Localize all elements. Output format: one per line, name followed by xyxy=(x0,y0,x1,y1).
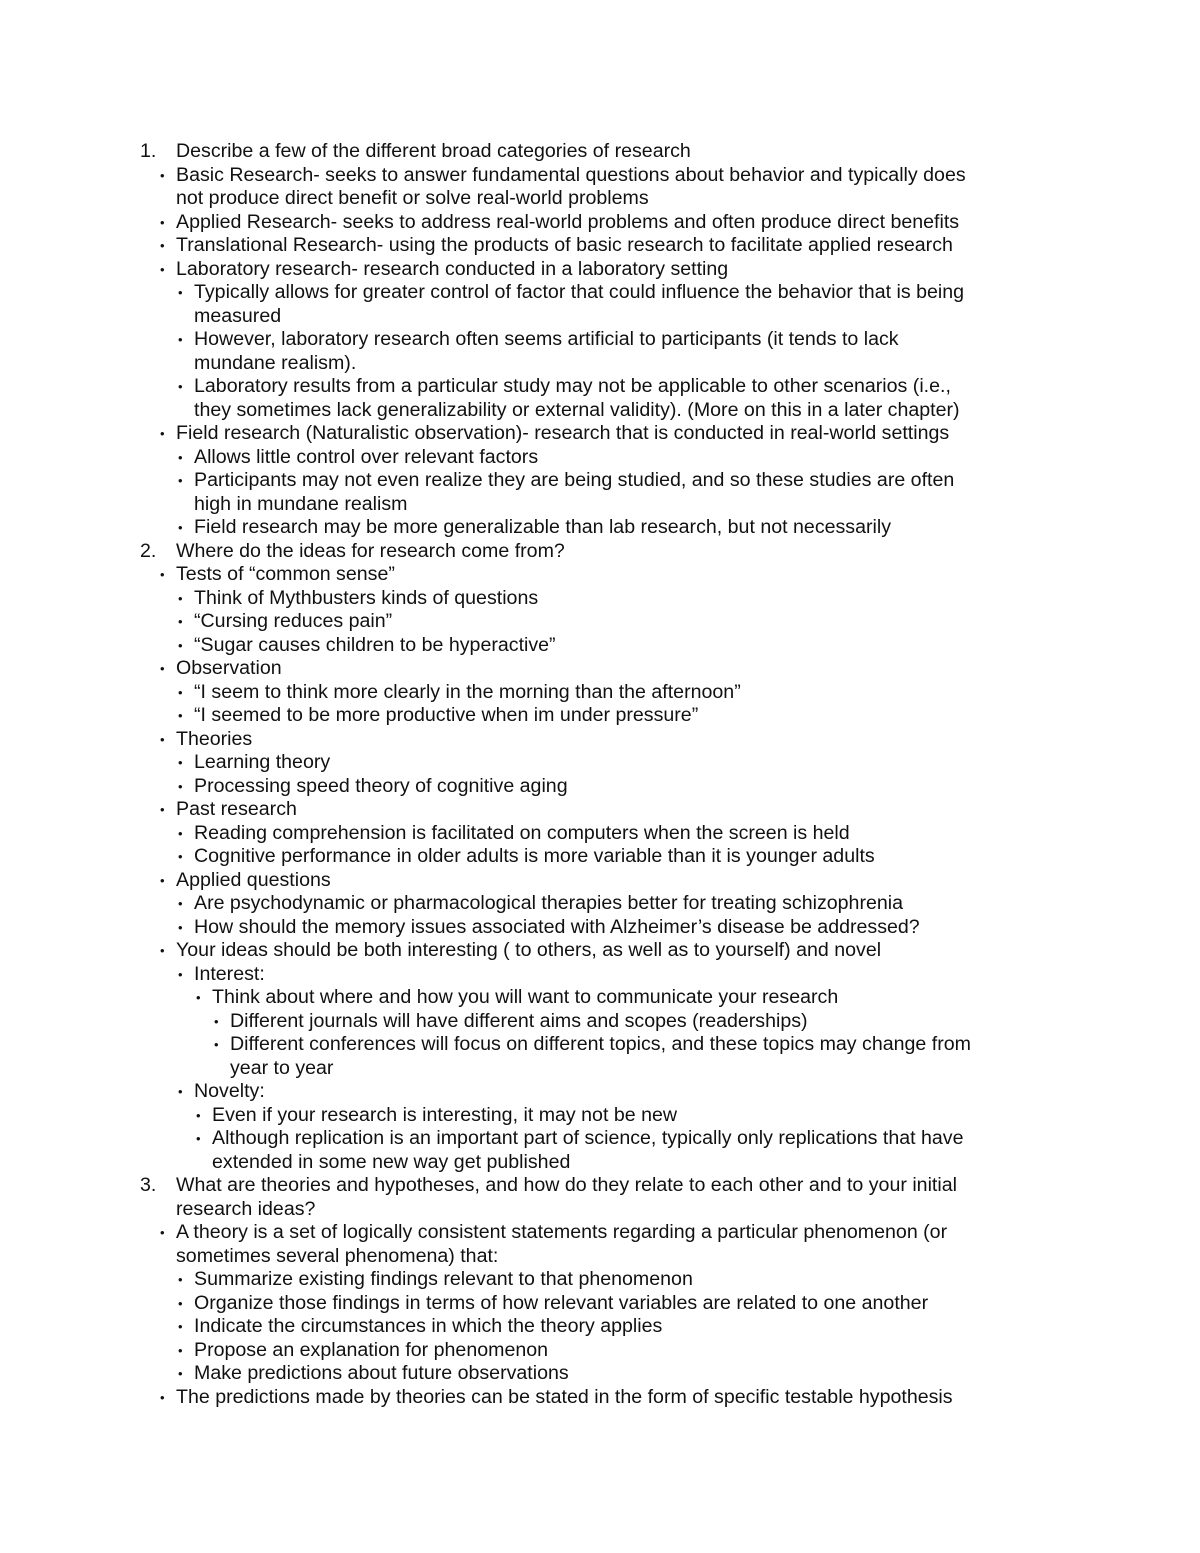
item-text-line: Tests of “common sense” xyxy=(176,563,395,585)
item-text-line: Applied questions xyxy=(176,868,331,891)
item-text-line: they sometimes lack generalizability or external validity). (More on this in a later chapter) xyxy=(194,398,960,421)
bullet-item-level-2 xyxy=(0,516,1200,540)
item-text-line: Laboratory research- research conducted in a laboratory setting xyxy=(176,257,729,280)
item-text-line: Propose an explanation for phenomenon xyxy=(194,1338,549,1361)
item-text-line: Summarize existing findings relevant to that phenomenon xyxy=(194,1268,693,1290)
item-text-line: “Cursing reduces pain” xyxy=(194,610,393,632)
bullet-icon: • xyxy=(196,1131,201,1146)
bullet-item-level-2 xyxy=(0,1268,1200,1292)
item-number: 3. xyxy=(140,1174,157,1196)
bullet-item-level-1 xyxy=(0,657,1200,681)
item-text-line: Different journals will have different aims and scopes (readerships) xyxy=(230,1009,808,1032)
item-text-line: How should the memory issues associated with Alzheimer’s disease be addressed? xyxy=(194,915,920,938)
bullet-item-level-2 xyxy=(0,751,1200,775)
bullet-item-level-2 xyxy=(0,446,1200,470)
bullet-icon: • xyxy=(178,708,183,723)
item-text-line: Allows little control over relevant factors xyxy=(194,445,539,468)
item-text-line: Novelty: xyxy=(194,1080,265,1102)
numbered-item xyxy=(0,140,1200,164)
bullet-item-level-2 xyxy=(0,1362,1200,1386)
bullet-icon: • xyxy=(178,1084,183,1099)
document-body xyxy=(0,140,1200,1409)
item-text-line: Even if your research is interesting, it may not be new xyxy=(212,1103,678,1126)
item-number: 1. xyxy=(140,140,157,162)
item-text-line: Think of Mythbusters kinds of questions xyxy=(194,586,539,609)
bullet-icon: • xyxy=(214,1013,219,1029)
bullet-item-level-1 xyxy=(0,728,1200,752)
bullet-item-level-1 xyxy=(0,164,1200,211)
bullet-item-level-2 xyxy=(0,587,1200,611)
bullet-item-level-2 xyxy=(0,892,1200,916)
bullet-item-level-1 xyxy=(0,869,1200,893)
bullet-icon: • xyxy=(214,1037,219,1052)
bullet-icon: • xyxy=(178,1342,183,1358)
item-text-line: Different conferences will focus on different topics, and these topics may change from xyxy=(230,1033,971,1055)
item-text-line: high in mundane realism xyxy=(194,492,408,515)
item-text-line: measured xyxy=(194,304,282,327)
bullet-icon: • xyxy=(160,731,165,747)
bullet-icon: • xyxy=(178,379,183,394)
item-text-line: Indicate the circumstances in which the theory applies xyxy=(194,1315,663,1337)
item-text-line: “Sugar causes children to be hyperactive” xyxy=(194,633,556,656)
item-text-line: Interest: xyxy=(194,962,265,985)
bullet-icon: • xyxy=(178,896,183,911)
bullet-icon: • xyxy=(160,167,165,183)
bullet-item-level-2 xyxy=(0,634,1200,658)
numbered-item xyxy=(0,540,1200,564)
bullet-item-level-2 xyxy=(0,845,1200,869)
bullet-icon: • xyxy=(178,755,183,770)
item-text-line: Are psychodynamic or pharmacological therapies better for treating schizophrenia xyxy=(194,892,904,914)
bullet-icon: • xyxy=(160,872,165,888)
item-text-line: mundane realism). xyxy=(194,351,357,374)
bullet-icon: • xyxy=(178,473,183,488)
item-text-line: Basic Research- seeks to answer fundamental questions about behavior and typically does xyxy=(176,163,966,186)
bullet-item-level-2 xyxy=(0,375,1200,422)
bullet-item-level-1 xyxy=(0,1386,1200,1410)
bullet-icon: • xyxy=(178,1295,183,1311)
item-text-line: research ideas? xyxy=(176,1197,316,1220)
item-text-line: Translational Research- using the products of basic research to facilitate applied research xyxy=(176,234,953,256)
bullet-icon: • xyxy=(178,332,183,347)
item-text-line: Where do the ideas for research come from? xyxy=(176,539,565,562)
bullet-icon: • xyxy=(160,1225,165,1240)
bullet-item-level-2 xyxy=(0,610,1200,634)
bullet-icon: • xyxy=(196,1107,201,1123)
bullet-item-level-2 xyxy=(0,822,1200,846)
bullet-item-level-2 xyxy=(0,963,1200,987)
item-text-line: Processing speed theory of cognitive aging xyxy=(194,774,568,797)
bullet-icon: • xyxy=(160,802,165,817)
bullet-icon: • xyxy=(178,590,183,606)
bullet-item-level-2 xyxy=(0,681,1200,705)
item-text-line: “I seemed to be more productive when im under pressure” xyxy=(194,704,699,726)
item-number: 2. xyxy=(140,539,157,562)
bullet-icon: • xyxy=(178,1272,183,1287)
bullet-item-level-2 xyxy=(0,916,1200,940)
bullet-item-level-1 xyxy=(0,258,1200,282)
item-text-line: Field research may be more generalizable than lab research, but not necessarily xyxy=(194,516,892,538)
bullet-item-level-2 xyxy=(0,281,1200,328)
item-text-line: sometimes several phenomena) that: xyxy=(176,1244,499,1267)
bullet-icon: • xyxy=(196,990,201,1005)
item-text-line: Your ideas should be both interesting ( to others, as well as to yourself) and novel xyxy=(176,939,882,961)
item-text-line: “I seem to think more clearly in the morning than the afternoon” xyxy=(194,680,741,703)
bullet-icon: • xyxy=(178,1319,183,1334)
bullet-item-level-3 xyxy=(0,986,1200,1010)
item-text-line: Theories xyxy=(176,727,253,750)
item-text-line: Describe a few of the different broad categories of research xyxy=(176,140,691,162)
item-text-line: Although replication is an important part of science, typically only replications that have xyxy=(212,1127,964,1149)
item-text-line: What are theories and hypotheses, and how do they relate to each other and to your initial xyxy=(176,1174,957,1196)
bullet-item-level-1 xyxy=(0,563,1200,587)
bullet-item-level-2 xyxy=(0,1080,1200,1104)
item-text-line: year to year xyxy=(230,1056,334,1079)
item-text-line: not produce direct benefit or solve real-world problems xyxy=(176,187,649,209)
bullet-icon: • xyxy=(160,426,165,441)
bullet-icon: • xyxy=(160,238,165,253)
item-text-line: The predictions made by theories can be stated in the form of specific testable hypothesis xyxy=(176,1385,953,1408)
bullet-icon: • xyxy=(160,943,165,958)
bullet-item-level-1 xyxy=(0,798,1200,822)
bullet-item-level-1 xyxy=(0,422,1200,446)
item-text-line: Make predictions about future observations xyxy=(194,1362,569,1384)
bullet-item-level-1 xyxy=(0,234,1200,258)
bullet-item-level-2 xyxy=(0,1292,1200,1316)
bullet-item-level-1 xyxy=(0,939,1200,963)
bullet-item-level-2 xyxy=(0,704,1200,728)
bullet-icon: • xyxy=(178,520,183,535)
bullet-item-level-2 xyxy=(0,1315,1200,1339)
item-text-line: Field research (Naturalistic observation)- research that is conducted in real-world settings xyxy=(176,422,950,444)
item-text-line: Laboratory results from a particular study may not be applicable to other scenarios (i.e., xyxy=(194,375,951,397)
bullet-icon: • xyxy=(178,637,183,653)
item-text-line: Participants may not even realize they are being studied, and so these studies are often xyxy=(194,469,955,491)
item-text-line: Typically allows for greater control of factor that could influence the behavior that is being xyxy=(194,281,965,303)
bullet-icon: • xyxy=(178,285,183,300)
numbered-item xyxy=(0,1174,1200,1221)
bullet-item-level-1 xyxy=(0,211,1200,235)
bullet-item-level-2 xyxy=(0,469,1200,516)
bullet-icon: • xyxy=(160,661,165,676)
bullet-icon: • xyxy=(160,214,165,230)
item-text-line: Reading comprehension is facilitated on computers when the screen is held xyxy=(194,821,850,844)
bullet-icon: • xyxy=(178,919,183,935)
bullet-icon: • xyxy=(178,1366,183,1381)
bullet-icon: • xyxy=(178,778,183,794)
bullet-item-level-1 xyxy=(0,1221,1200,1268)
bullet-item-level-3 xyxy=(0,1127,1200,1174)
item-text-line: Cognitive performance in older adults is more variable than it is younger adults xyxy=(194,845,875,867)
item-text-line: Applied Research- seeks to address real-world problems and often produce direct benefits xyxy=(176,210,960,233)
bullet-item-level-2 xyxy=(0,775,1200,799)
bullet-icon: • xyxy=(178,449,183,465)
bullet-icon: • xyxy=(160,567,165,582)
item-text-line: However, laboratory research often seems artificial to participants (it tends to lack xyxy=(194,328,899,350)
item-text-line: Observation xyxy=(176,657,282,679)
bullet-icon: • xyxy=(160,261,165,277)
bullet-icon: • xyxy=(178,849,183,864)
bullet-item-level-2 xyxy=(0,328,1200,375)
item-text-line: Learning theory xyxy=(194,751,331,773)
bullet-icon: • xyxy=(178,825,183,841)
bullet-icon: • xyxy=(160,1389,165,1405)
item-text-line: Organize those findings in terms of how relevant variables are related to one another xyxy=(194,1291,929,1314)
bullet-item-level-4 xyxy=(0,1010,1200,1034)
bullet-icon: • xyxy=(178,684,183,700)
item-text-line: extended in some new way get published xyxy=(212,1150,571,1173)
bullet-item-level-3 xyxy=(0,1104,1200,1128)
bullet-item-level-4 xyxy=(0,1033,1200,1080)
bullet-icon: • xyxy=(178,614,183,629)
item-text-line: Past research xyxy=(176,798,297,820)
item-text-line: A theory is a set of logically consistent statements regarding a particular phenomenon (or xyxy=(176,1221,948,1243)
item-text-line: Think about where and how you will want to communicate your research xyxy=(212,986,839,1008)
bullet-icon: • xyxy=(178,966,183,982)
bullet-item-level-2 xyxy=(0,1339,1200,1363)
